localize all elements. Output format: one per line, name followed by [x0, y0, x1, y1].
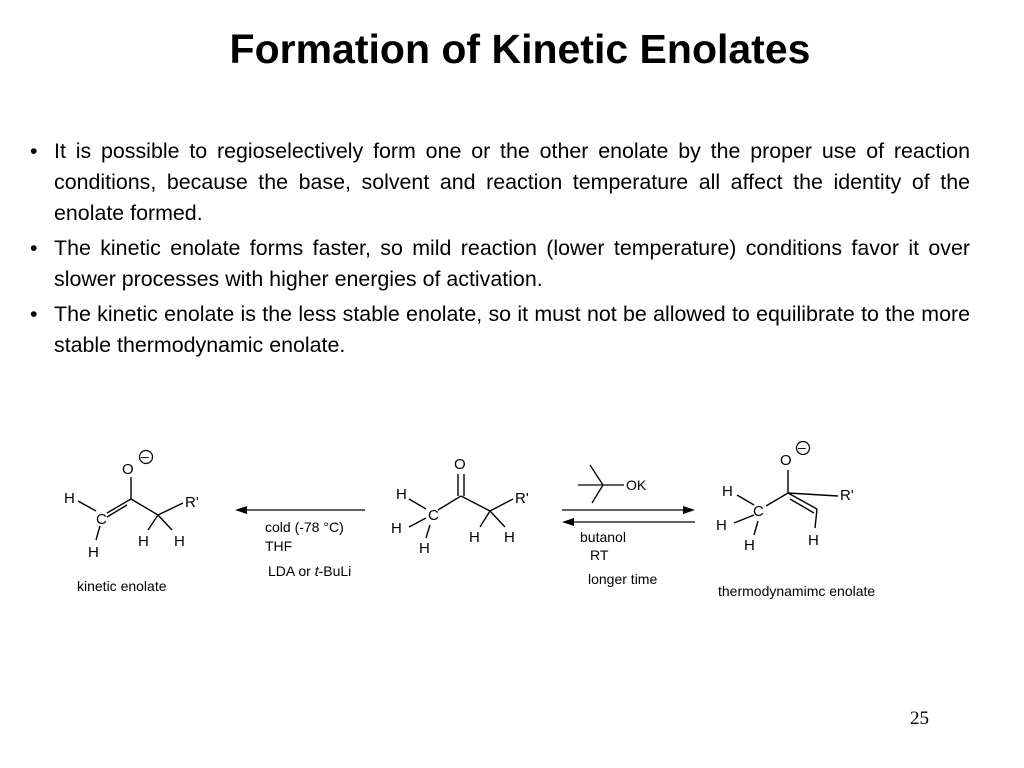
bullet-text: The kinetic enolate forms faster, so mild reaction (lower temperature) conditions favor it over slower processes with higher energies of activation. [54, 236, 970, 291]
kinetic-enolate-label: kinetic enolate [77, 578, 167, 594]
equilibrium-arrows [562, 506, 695, 526]
kinetic-condition-base: LDA or t-BuLi [268, 563, 352, 579]
kinetic-h-label: H [88, 544, 99, 561]
bullet-text: It is possible to regioselectively form one or the other enolate by the proper use of reaction conditions, because the base, solvent and reaction temperature all affect the identity of the enolate formed. [54, 139, 970, 225]
kinetic-condition-solvent: THF [265, 538, 293, 554]
thermo-condition-time: longer time [588, 571, 658, 587]
ketone-h-label: H [391, 520, 402, 537]
thermo-r-label: R' [840, 487, 854, 504]
bullet-item [30, 233, 970, 295]
thermo-condition-solvent: butanol [580, 529, 626, 545]
thermo-charge-label: – [798, 439, 806, 455]
bullet-icon: • [30, 236, 38, 260]
bullet-list [30, 136, 970, 365]
tert-butoxide-ok-label: OK [626, 477, 647, 493]
thermo-h-label: H [744, 537, 755, 554]
kinetic-r-label: R' [185, 494, 199, 511]
thermodynamic-enolate-label: thermodynamimc enolate [718, 583, 876, 599]
thermo-h-label: H [716, 517, 727, 534]
ketone-structure [409, 474, 513, 538]
kinetic-arrow [235, 506, 365, 514]
page-number: 25 [910, 708, 929, 729]
ketone-oxygen-label: O [454, 456, 466, 473]
bullet-item [30, 299, 970, 361]
thermo-h-label: H [808, 532, 819, 549]
kinetic-h-label: H [64, 490, 75, 507]
bullet-icon: • [30, 139, 38, 163]
ketone-h-label: H [469, 529, 480, 546]
kinetic-charge-label: – [141, 448, 149, 464]
bullet-text: The kinetic enolate is the less stable enolate, so it must not be allowed to equilibrate to the more stable thermodynamic enolate. [54, 302, 970, 357]
slide-title: Formation of Kinetic Enolates [229, 26, 811, 72]
ketone-h-label: H [396, 486, 407, 503]
tert-butoxide-structure [578, 465, 624, 503]
kinetic-carbon-label: C [96, 511, 107, 528]
kinetic-oxygen-label: O [122, 461, 134, 478]
reaction-scheme [0, 420, 1024, 620]
ketone-carbon-label: C [428, 507, 439, 524]
thermo-oxygen-label: O [780, 452, 792, 469]
ketone-h-label: H [504, 529, 515, 546]
thermo-carbon-label: C [753, 503, 764, 520]
bullet-icon: • [30, 302, 38, 326]
kinetic-h-label: H [174, 533, 185, 550]
thermo-condition-temp: RT [590, 547, 609, 563]
bullet-item [30, 136, 970, 229]
kinetic-h-label: H [138, 533, 149, 550]
thermo-h-label: H [722, 483, 733, 500]
ketone-r-label: R' [515, 490, 529, 507]
ketone-h-label: H [419, 540, 430, 557]
kinetic-condition-temp: cold (-78 °C) [265, 519, 344, 535]
